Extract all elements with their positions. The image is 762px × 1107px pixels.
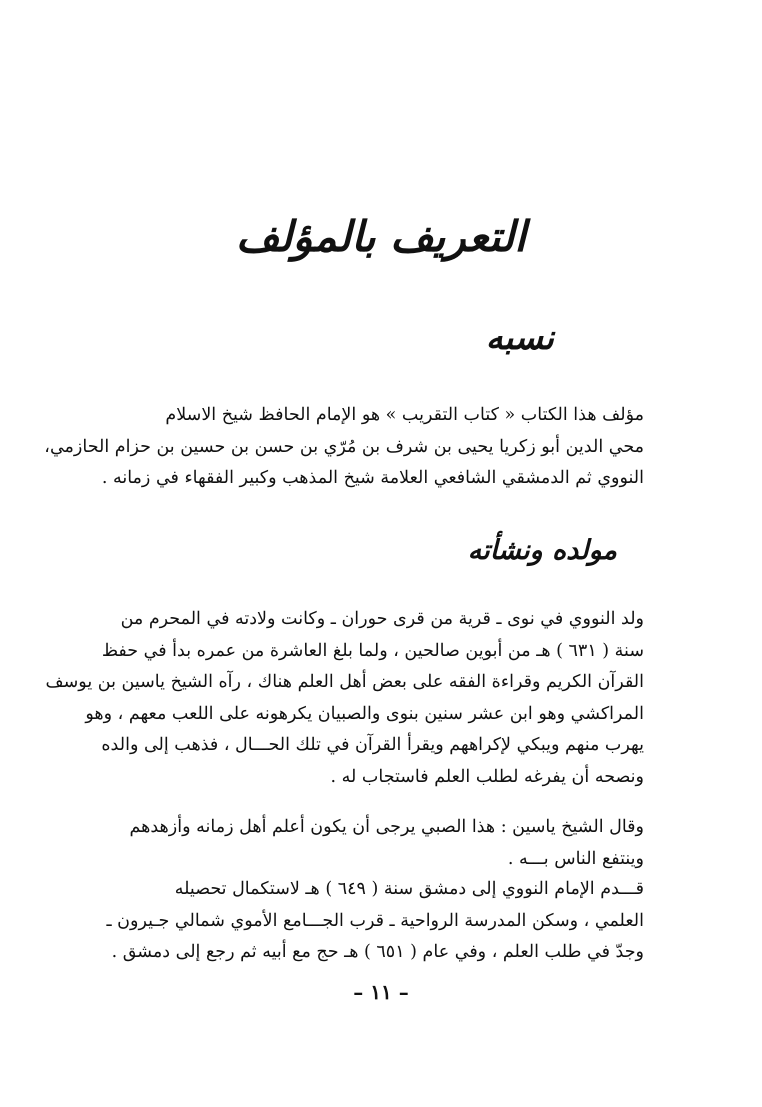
text-line: النووي ثم الدمشقي الشافعي العلامة شيخ المذهب وكبير الفقهاء في زمانه . bbox=[101, 468, 644, 488]
text-line: يهرب منهم ويبكي لإكراههم ويقرأ القرآن في تلك الحـــال ، فذهب إلى والده bbox=[101, 735, 644, 755]
section-heading-nasab: نسبه bbox=[485, 318, 554, 358]
text-line: المراكشي وهو ابن عشر سنين بنوى والصبيان يكرهونه على اللعب معهم ، وهو bbox=[85, 703, 644, 724]
text-line: محي الدين أبو زكريا يحيى بن شرف بن مُرّي بن حسن بن حسين بن حزام الحازمي، bbox=[44, 436, 644, 457]
text-line: قـــدم الإمام النووي إلى دمشق سنة ( ٦٤٩ ) هـ لاستكمال تحصيله bbox=[174, 879, 644, 899]
text-line: العلمي ، وسكن المدرسة الرواحية ـ قرب الجـــامع الأموي شمالي جـيرون ـ bbox=[106, 910, 644, 931]
paragraph-yasin-quote bbox=[114, 812, 644, 875]
paragraph-birth bbox=[45, 604, 644, 793]
text-line: سنة ( ٦٣١ ) هـ من أبوين صالحين ، ولما بلغ العاشرة من عمره بدأ في حفظ bbox=[101, 640, 644, 661]
page-title: التعريف بالمؤلف bbox=[236, 212, 526, 261]
text-line: وجدّ في طلب العلم ، وفي عام ( ٦٥١ ) هـ حج مع أبيه ثم رجع إلى دمشق . bbox=[111, 942, 644, 962]
paragraph-damascus bbox=[106, 874, 644, 969]
section-heading-mawlid: مولده ونشأته bbox=[467, 535, 617, 566]
text-line: مؤلف هذا الكتاب « كتاب التقريب » هو الإمام الحافظ شيخ الاسلام bbox=[165, 405, 644, 425]
text-line: ولد النووي في نوى ـ قرية من قرى حوران ـ وكانت ولادته في المحرم من bbox=[120, 609, 644, 629]
text-line: وينتفع الناس بـــه . bbox=[507, 848, 644, 869]
page-number: – ١١ – bbox=[353, 980, 409, 1004]
text-line: ونصحه أن يفرغه لطلب العلم فاستجاب له . bbox=[330, 766, 644, 787]
paragraph-nasab bbox=[44, 400, 644, 495]
text-line: القرآن الكريم وقراءة الفقه على بعض أهل العلم هناك ، رآه الشيخ ياسين بن يوسف bbox=[45, 672, 644, 692]
text-line: وقال الشيخ ياسين : هذا الصبي يرجى أن يكون أعلم أهل زمانه وأزهدهم bbox=[129, 817, 644, 837]
